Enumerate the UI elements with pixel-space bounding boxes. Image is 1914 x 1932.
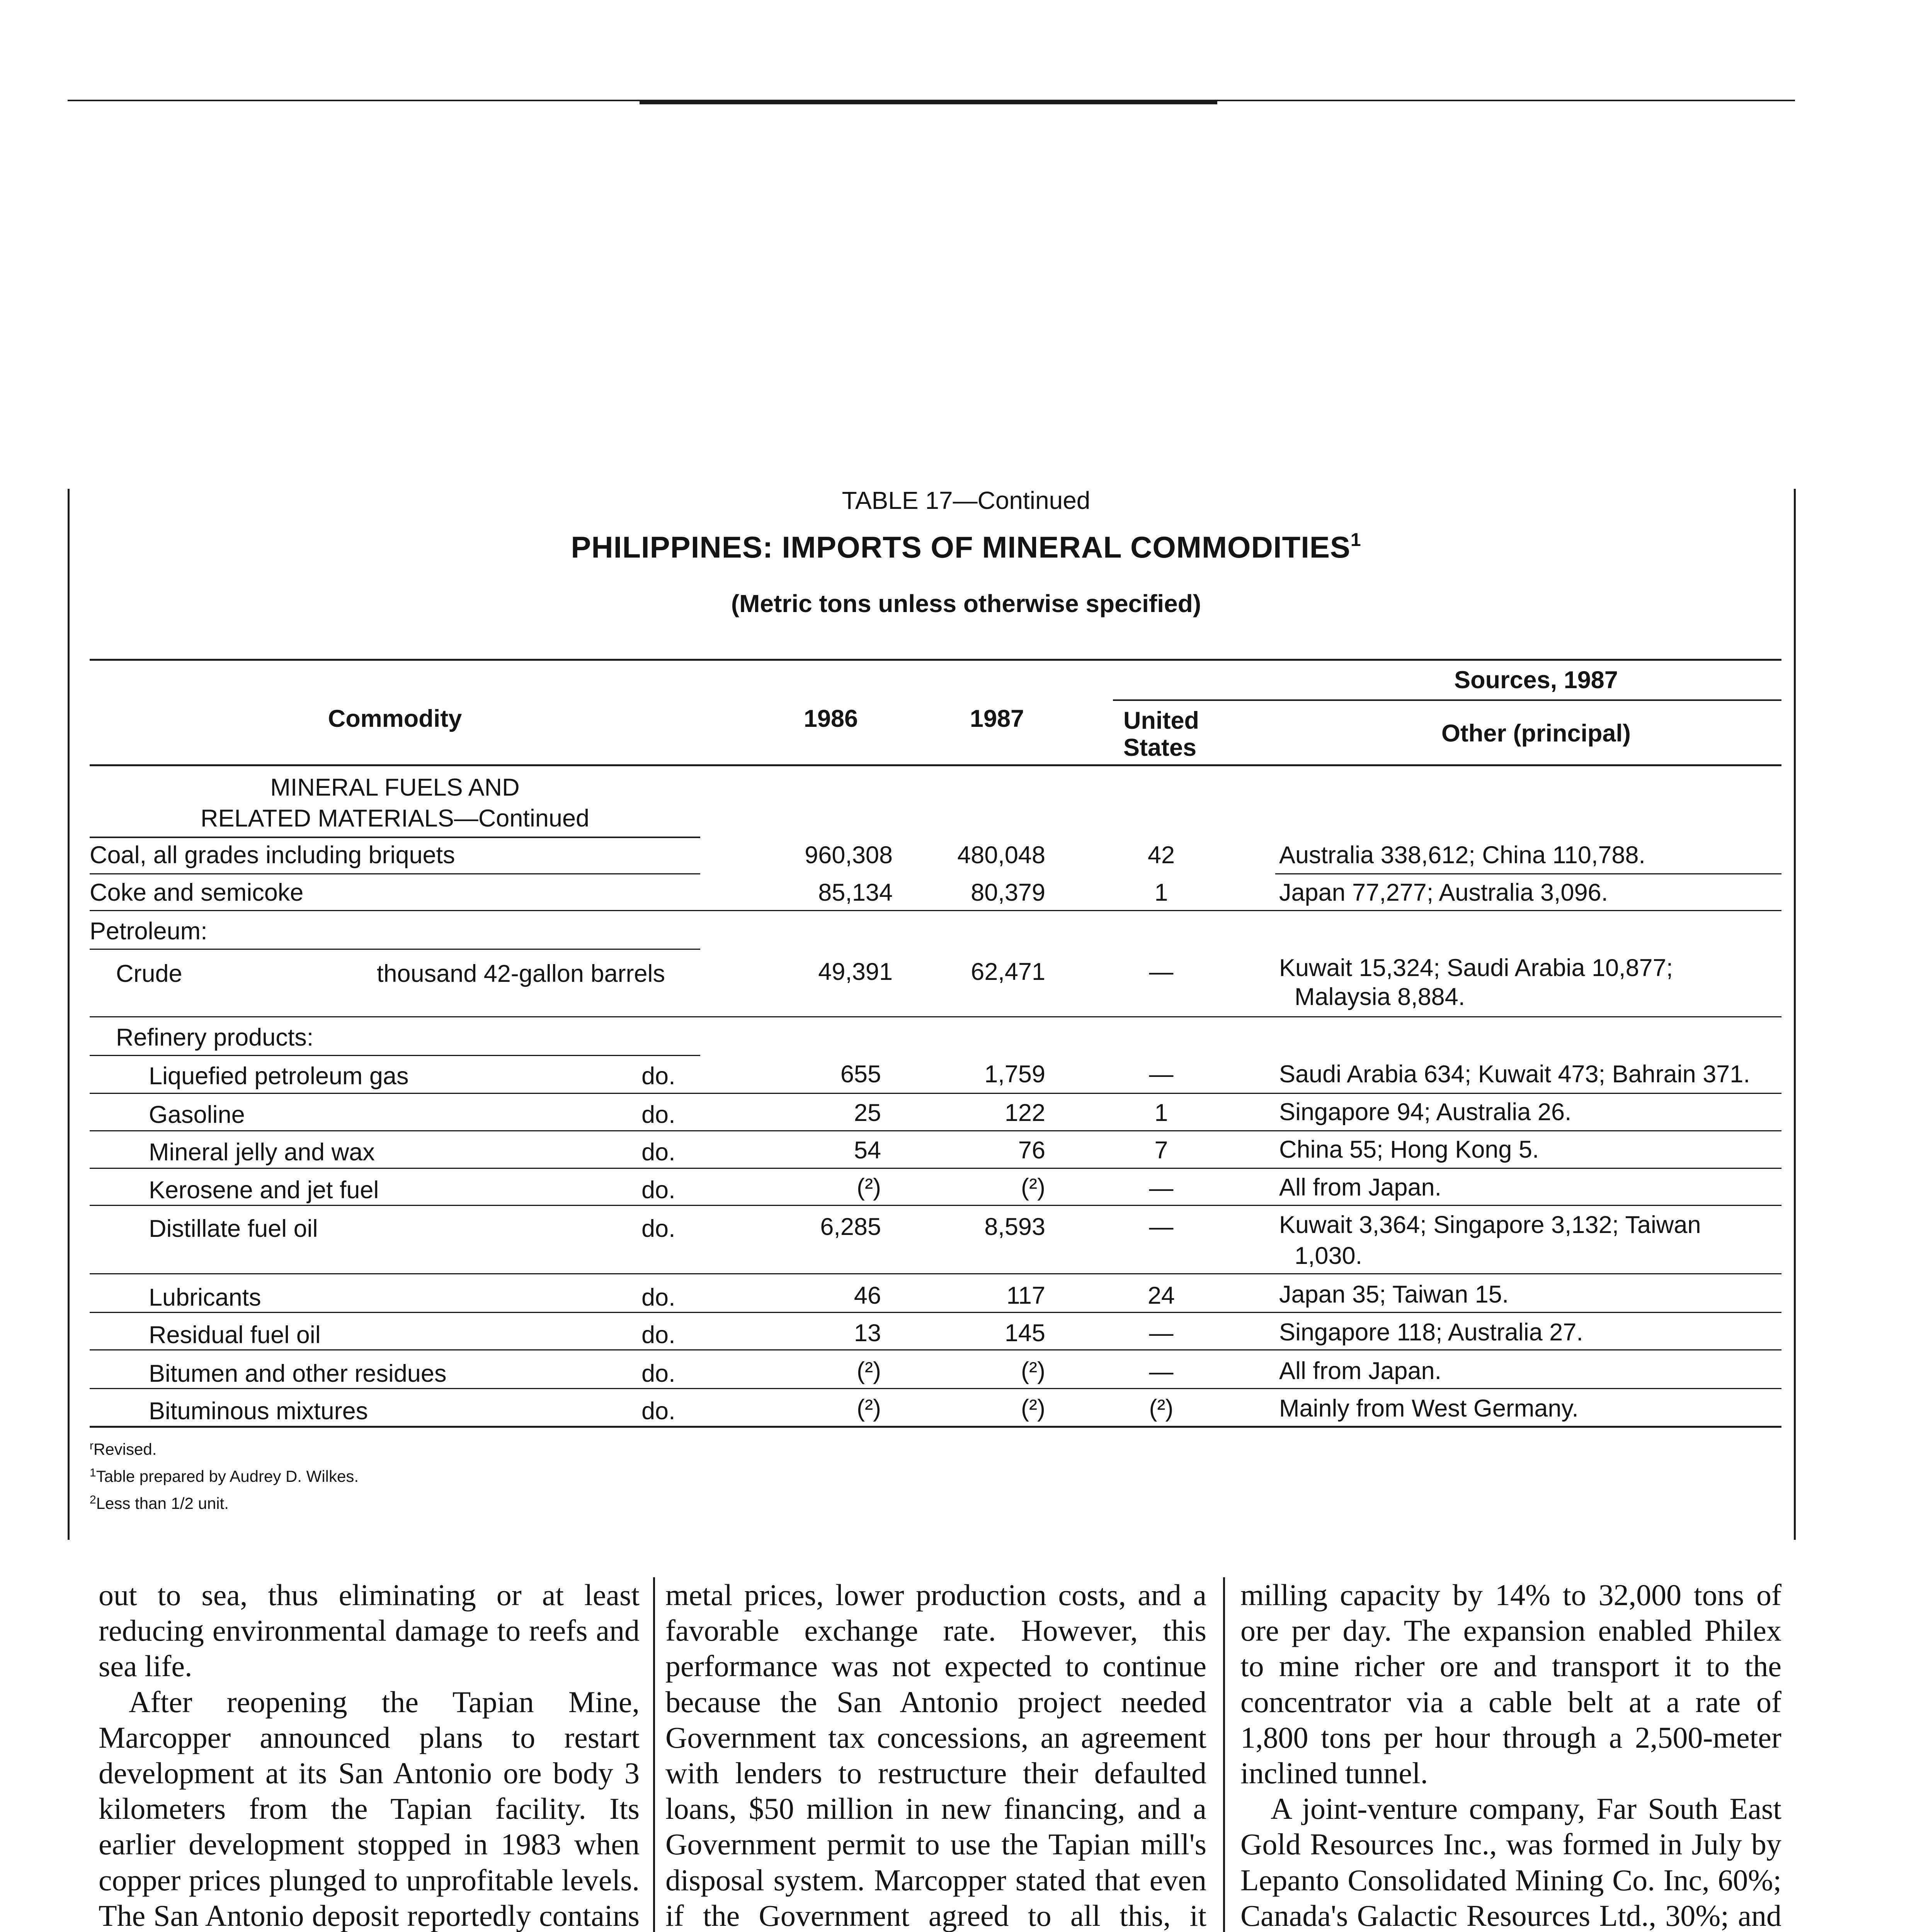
table-cell-1986: 85,134 (818, 879, 893, 906)
table-cell-1986: 655 (840, 1061, 881, 1088)
table-row-commodity: Bitumen and other residues (149, 1360, 447, 1387)
table-right-border (1794, 489, 1796, 1540)
table-cell-1986: 49,391 (818, 958, 893, 985)
row-rule (90, 1388, 1781, 1389)
table-cell-1987: (²) (1021, 1395, 1045, 1422)
table-cell-unit: do. (641, 1063, 675, 1090)
table-cell-other: Japan 77,277; Australia 3,096. (1279, 879, 1608, 906)
table-cell-unit: do. (641, 1101, 675, 1128)
table-cell-other-cont: Malaysia 8,884. (1295, 983, 1465, 1010)
table-cell-1986: 960,308 (805, 842, 893, 869)
table-row-commodity: Coal, all grades including briquets (90, 842, 455, 869)
header-other: Other (principal) (1441, 720, 1631, 747)
table-label: TABLE 17—Continued (842, 486, 1091, 514)
table-cell-1986: (²) (857, 1357, 881, 1384)
row-rule (90, 1055, 700, 1056)
row-rule (90, 910, 1781, 911)
table-cell-us: 42 (1147, 842, 1175, 869)
table-row-commodity: Liquefied petroleum gas (149, 1063, 409, 1090)
table-row-group: Refinery products: (116, 1024, 314, 1051)
header-sources: Sources, 1987 (1454, 667, 1618, 694)
table-row-commodity: Bituminous mixtures (149, 1398, 368, 1425)
header-bottom-rule (90, 764, 1781, 766)
table-row-commodity: Distillate fuel oil (149, 1215, 318, 1242)
table-units: (Metric tons unless otherwise specified) (731, 590, 1201, 617)
table-cell-1987: 122 (1004, 1099, 1045, 1126)
table-cell-us: — (1149, 1061, 1174, 1088)
table-cell-unit: do. (641, 1215, 675, 1242)
table-cell-other: Saudi Arabia 634; Kuwait 473; Bahrain 371. (1279, 1061, 1750, 1088)
section-heading-line2: RELATED MATERIALS—Continued (200, 805, 590, 832)
table-cell-other: Kuwait 15,324; Saudi Arabia 10,877; (1279, 954, 1673, 981)
table-cell-us: 1 (1154, 879, 1168, 906)
header-states: States (1123, 734, 1197, 761)
table-row-commodity: Lubricants (149, 1284, 261, 1311)
table-cell-1987: (²) (1021, 1174, 1045, 1201)
table-cell-us: — (1149, 1175, 1174, 1202)
column-rule (1223, 1577, 1225, 1932)
row-rule (90, 1205, 1781, 1206)
paragraph: After reopening the Tapian Mine, Marcopper announced plans to restart development at its San Antonio ore body 3 kilometers from the Tapian facility. Its earlier development stopped in 1983 when copper prices plunged to unprofitable levels. The San Antonio deposit reportedly contains (99, 1685, 640, 1932)
text-column-2 (665, 1577, 1206, 1932)
table-cell-other: Singapore 94; Australia 26. (1279, 1099, 1572, 1126)
table-footnote: $^1$Table prepared by Audrey D. Wilkes. (90, 1466, 359, 1485)
header-1986: 1986 (803, 705, 858, 732)
table-cell-1987: 145 (1004, 1320, 1045, 1347)
table-cell-unit: thousand 42-gallon barrels (377, 960, 665, 987)
table-cell-1987: 76 (1018, 1137, 1045, 1164)
table-cell-1986: 13 (854, 1320, 881, 1347)
table-cell-other: China 55; Hong Kong 5. (1279, 1136, 1539, 1163)
column-rule (653, 1577, 655, 1932)
table-cell-1987: 62,471 (971, 958, 1045, 985)
table-top-rule (90, 659, 1781, 661)
table-cell-us: — (1149, 1358, 1174, 1385)
table-cell-unit: do. (641, 1139, 675, 1166)
table-cell-us: 1 (1154, 1099, 1168, 1126)
table-cell-1987: 480,048 (957, 842, 1045, 869)
row-rule (90, 1312, 1781, 1313)
table-cell-1987: 8,593 (984, 1213, 1045, 1240)
table-cell-us: 7 (1154, 1137, 1168, 1164)
row-rule (90, 1168, 1781, 1169)
table-cell-us: — (1149, 958, 1174, 985)
table-cell-1987: 80,379 (971, 879, 1045, 906)
table-cell-other: Singapore 118; Australia 27. (1279, 1319, 1583, 1346)
table-cell-1987: 1,759 (984, 1061, 1045, 1088)
table-cell-other: All from Japan. (1279, 1174, 1442, 1201)
row-rule (90, 1273, 1781, 1274)
table-bottom-rule (90, 1426, 1781, 1428)
row-rule (90, 1130, 1781, 1131)
table-cell-unit: do. (641, 1360, 675, 1387)
text-column-1 (99, 1577, 640, 1932)
section-heading-line1: MINERAL FUELS AND (270, 774, 520, 801)
text-column-3 (1240, 1577, 1781, 1932)
row-rule (90, 949, 700, 950)
row-rule (90, 1349, 1781, 1350)
table-footnote: $^r$Revised. (90, 1439, 157, 1458)
paragraph: out to sea, thus eliminating or at least reducing environmental damage to reefs and sea life. (99, 1578, 640, 1683)
table-cell-other: Australia 338,612; China 110,788. (1279, 842, 1646, 869)
table-cell-other: Mainly from West Germany. (1279, 1395, 1579, 1422)
table-cell-unit: do. (641, 1177, 675, 1204)
table-cell-1987: 117 (1006, 1282, 1045, 1309)
table-cell-us: — (1149, 1213, 1174, 1240)
table-cell-us: 24 (1147, 1282, 1175, 1309)
table-cell-other-cont: 1,030. (1295, 1242, 1363, 1269)
table-cell-us: — (1149, 1320, 1174, 1347)
table-cell-unit: do. (641, 1284, 675, 1311)
table-cell-1986: 25 (854, 1099, 881, 1126)
row-rule (90, 1093, 1781, 1094)
table-title: PHILIPPINES: IMPORTS OF MINERAL COMMODITIES$^1$ (571, 530, 1361, 564)
header-commodity: Commodity (328, 705, 462, 732)
table-row-commodity: Coke and semicoke (90, 879, 304, 906)
table-cell-1986: (²) (857, 1395, 881, 1422)
table-cell-other: Kuwait 3,364; Singapore 3,132; Taiwan (1279, 1211, 1701, 1238)
table-cell-1987: (²) (1021, 1357, 1045, 1384)
row-rule (1275, 873, 1781, 874)
table-cell-us: (²) (1149, 1395, 1174, 1422)
table-row-commodity: Mineral jelly and wax (149, 1139, 375, 1166)
paragraph: milling capacity by 14% to 32,000 tons of ore per day. The expansion enabled Philex to mine richer ore and transport it to the concentrator via a cable belt at a rate of 1,800 tons per hour through a 2,500-meter inclined tunnel. (1240, 1578, 1781, 1790)
table-row-commodity: Residual fuel oil (149, 1321, 321, 1349)
row-rule (90, 1016, 1781, 1017)
top-rule-thick (640, 100, 1217, 104)
table-row-commodity: Crude (116, 960, 182, 987)
table-row-commodity: Kerosene and jet fuel (149, 1177, 379, 1204)
header-1987: 1987 (970, 705, 1024, 732)
paragraph: A joint-venture company, Far South East Gold Resources Inc., was formed in July by Lepanto Consolidated Mining Co. Inc, 60%; Canada's Galactic Resources Ltd., 30%; and (1240, 1792, 1781, 1932)
table-row-group: Petroleum: (90, 918, 208, 945)
table-row-commodity: Gasoline (149, 1101, 245, 1128)
table-cell-1986: (²) (857, 1174, 881, 1201)
table-cell-other: All from Japan. (1279, 1357, 1442, 1384)
header-united: United (1123, 707, 1199, 734)
table-cell-1986: 54 (854, 1137, 881, 1164)
paragraph: metal prices, lower production costs, and a favorable exchange rate. However, this performance was not expected to continue because the San Antonio project needed Government tax concessions, an agreement with lenders to restructure their defaulted loans, $50 million in new financing, and a Government permit to use the Tapian mill's disposal system. Marcopper stated that even if the Government agreed to all this, it (665, 1578, 1206, 1932)
table-cell-1986: 46 (854, 1282, 881, 1309)
section-rule (90, 837, 700, 838)
table-cell-unit: do. (641, 1398, 675, 1425)
table-footnote: $^2$Less than 1/2 unit. (90, 1493, 229, 1512)
sources-rule (1113, 699, 1781, 701)
table-cell-1986: 6,285 (820, 1213, 881, 1240)
table-cell-unit: do. (641, 1321, 675, 1349)
row-rule (90, 873, 700, 874)
table-left-border (68, 489, 70, 1540)
table-cell-other: Japan 35; Taiwan 15. (1279, 1281, 1509, 1308)
